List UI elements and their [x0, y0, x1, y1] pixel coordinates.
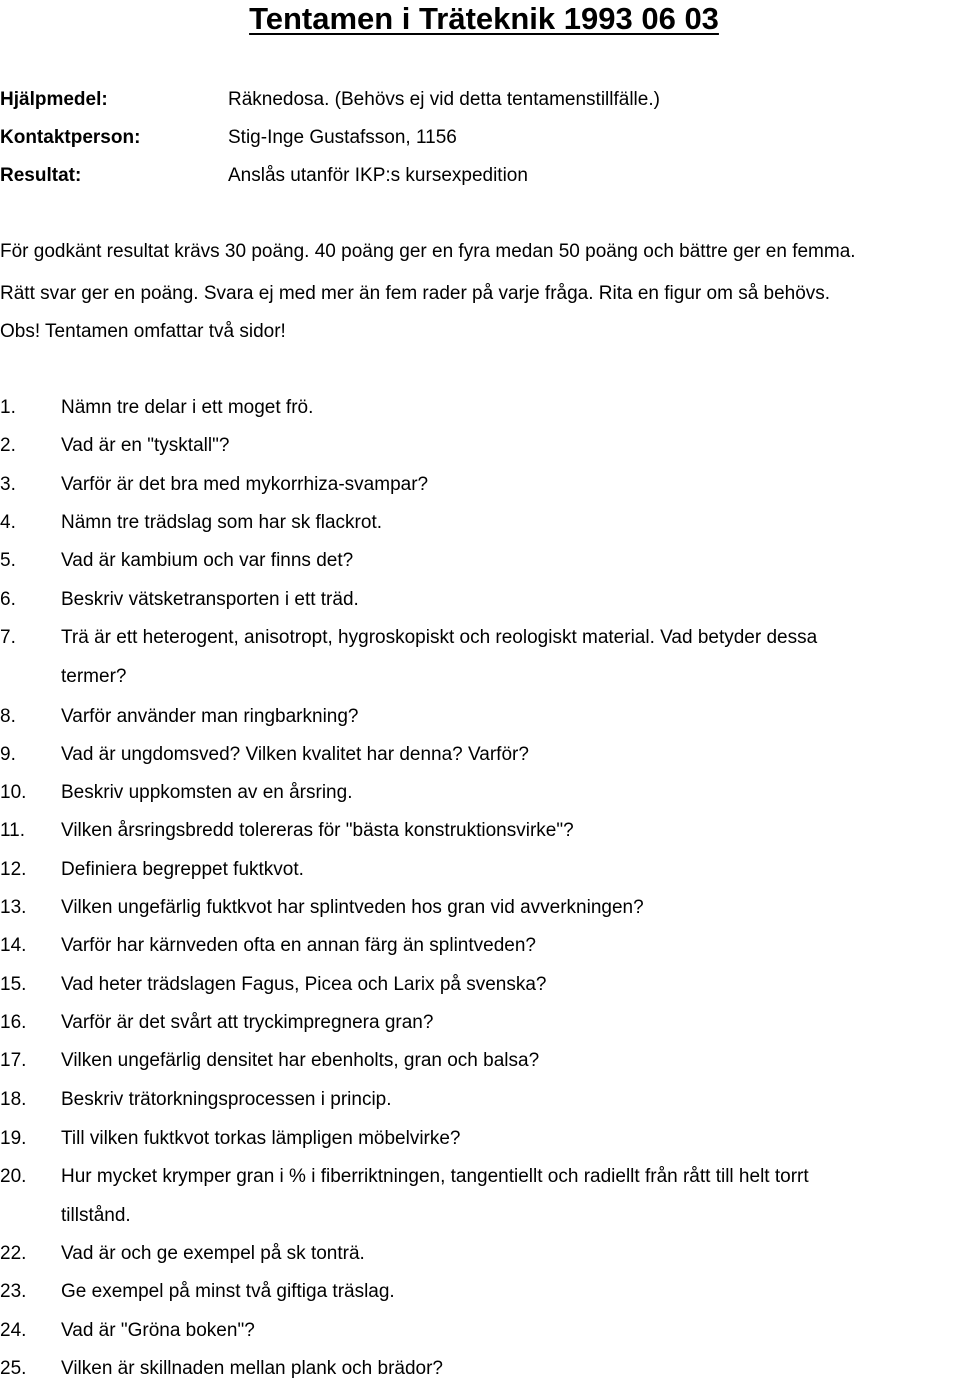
- meta-label: Resultat:: [0, 165, 82, 186]
- question-text-continuation: termer?: [61, 666, 127, 687]
- intro-line: Obs! Tentamen omfattar två sidor!: [0, 321, 286, 342]
- question-number: 3.: [0, 474, 16, 495]
- question-number: 19.: [0, 1128, 27, 1149]
- question-text: Vad är en "tysktall"?: [61, 435, 230, 456]
- question-text: Beskriv vätsketransporten i ett träd.: [61, 589, 359, 610]
- question-text: Vilken ungefärlig densitet har ebenholts, gran och balsa?: [61, 1050, 540, 1071]
- question-number: 1.: [0, 397, 16, 418]
- question-text-continuation: tillstånd.: [61, 1205, 131, 1226]
- question-number: 18.: [0, 1089, 27, 1110]
- intro-line: Rätt svar ger en poäng. Svara ej med mer än fem rader på varje fråga. Rita en figur om så behövs.: [0, 283, 831, 304]
- question-number: 11.: [0, 820, 26, 841]
- question-number: 9.: [0, 744, 16, 765]
- meta-label: Hjälpmedel:: [0, 89, 108, 110]
- question-number: 24.: [0, 1320, 27, 1341]
- question-text: Vad är och ge exempel på sk tonträ.: [61, 1243, 365, 1264]
- question-text: Beskriv uppkomsten av en årsring.: [61, 782, 353, 803]
- question-text: Hur mycket krymper gran i % i fiberriktningen, tangentiellt och radiellt från rått till helt torrt: [61, 1166, 809, 1187]
- question-text: Vad är "Gröna boken"?: [61, 1320, 255, 1341]
- question-number: 4.: [0, 512, 16, 533]
- meta-value: Stig-Inge Gustafsson, 1156: [228, 127, 457, 148]
- intro-line: För godkänt resultat krävs 30 poäng. 40 poäng ger en fyra medan 50 poäng och bättre ger en femma.: [0, 241, 856, 262]
- question-text: Trä är ett heterogent, anisotropt, hygroskopiskt och reologiskt material. Vad betyder dessa: [61, 627, 818, 648]
- meta-value: Räknedosa. (Behövs ej vid detta tentamenstillfälle.): [228, 89, 660, 110]
- question-number: 8.: [0, 706, 16, 727]
- question-number: 6.: [0, 589, 16, 610]
- question-number: 7.: [0, 627, 16, 648]
- question-text: Vad heter trädslagen Fagus, Picea och Larix på svenska?: [61, 974, 547, 995]
- question-number: 17.: [0, 1050, 27, 1071]
- question-number: 15.: [0, 974, 27, 995]
- question-number: 23.: [0, 1281, 27, 1302]
- question-text: Nämn tre delar i ett moget frö.: [61, 397, 314, 418]
- question-number: 16.: [0, 1012, 27, 1033]
- question-number: 13.: [0, 897, 27, 918]
- question-number: 14.: [0, 935, 27, 956]
- question-number: 10.: [0, 782, 27, 803]
- question-text: Beskriv trätorkningsprocessen i princip.: [61, 1089, 392, 1110]
- question-number: 25.: [0, 1358, 27, 1379]
- question-text: Vilken är skillnaden mellan plank och brädor?: [61, 1358, 443, 1379]
- question-text: Varför är det svårt att tryckimpregnera gran?: [61, 1012, 434, 1033]
- question-text: Nämn tre trädslag som har sk flackrot.: [61, 512, 382, 533]
- question-text: Vilken årsringsbredd tolereras för "bästa konstruktionsvirke"?: [61, 820, 574, 841]
- meta-label: Kontaktperson:: [0, 127, 141, 148]
- meta-value: Anslås utanför IKP:s kursexpedition: [228, 165, 528, 186]
- question-number: 12.: [0, 859, 27, 880]
- question-text: Till vilken fuktkvot torkas lämpligen möbelvirke?: [61, 1128, 461, 1149]
- question-text: Varför använder man ringbarkning?: [61, 706, 359, 727]
- question-text: Varför är det bra med mykorrhiza-svampar?: [61, 474, 429, 495]
- question-text: Vad är kambium och var finns det?: [61, 550, 354, 571]
- question-text: Ge exempel på minst två giftiga träslag.: [61, 1281, 395, 1302]
- page-title: Tentamen i Träteknik 1993 06 03: [249, 1, 719, 36]
- question-text: Definiera begreppet fuktkvot.: [61, 859, 304, 880]
- question-number: 2.: [0, 435, 16, 456]
- question-number: 22.: [0, 1243, 27, 1264]
- question-text: Vilken ungefärlig fuktkvot har splintveden hos gran vid avverkningen?: [61, 897, 644, 918]
- question-text: Varför har kärnveden ofta en annan färg än splintveden?: [61, 935, 536, 956]
- question-number: 20.: [0, 1166, 27, 1187]
- question-number: 5.: [0, 550, 16, 571]
- question-text: Vad är ungdomsved? Vilken kvalitet har denna? Varför?: [61, 744, 529, 765]
